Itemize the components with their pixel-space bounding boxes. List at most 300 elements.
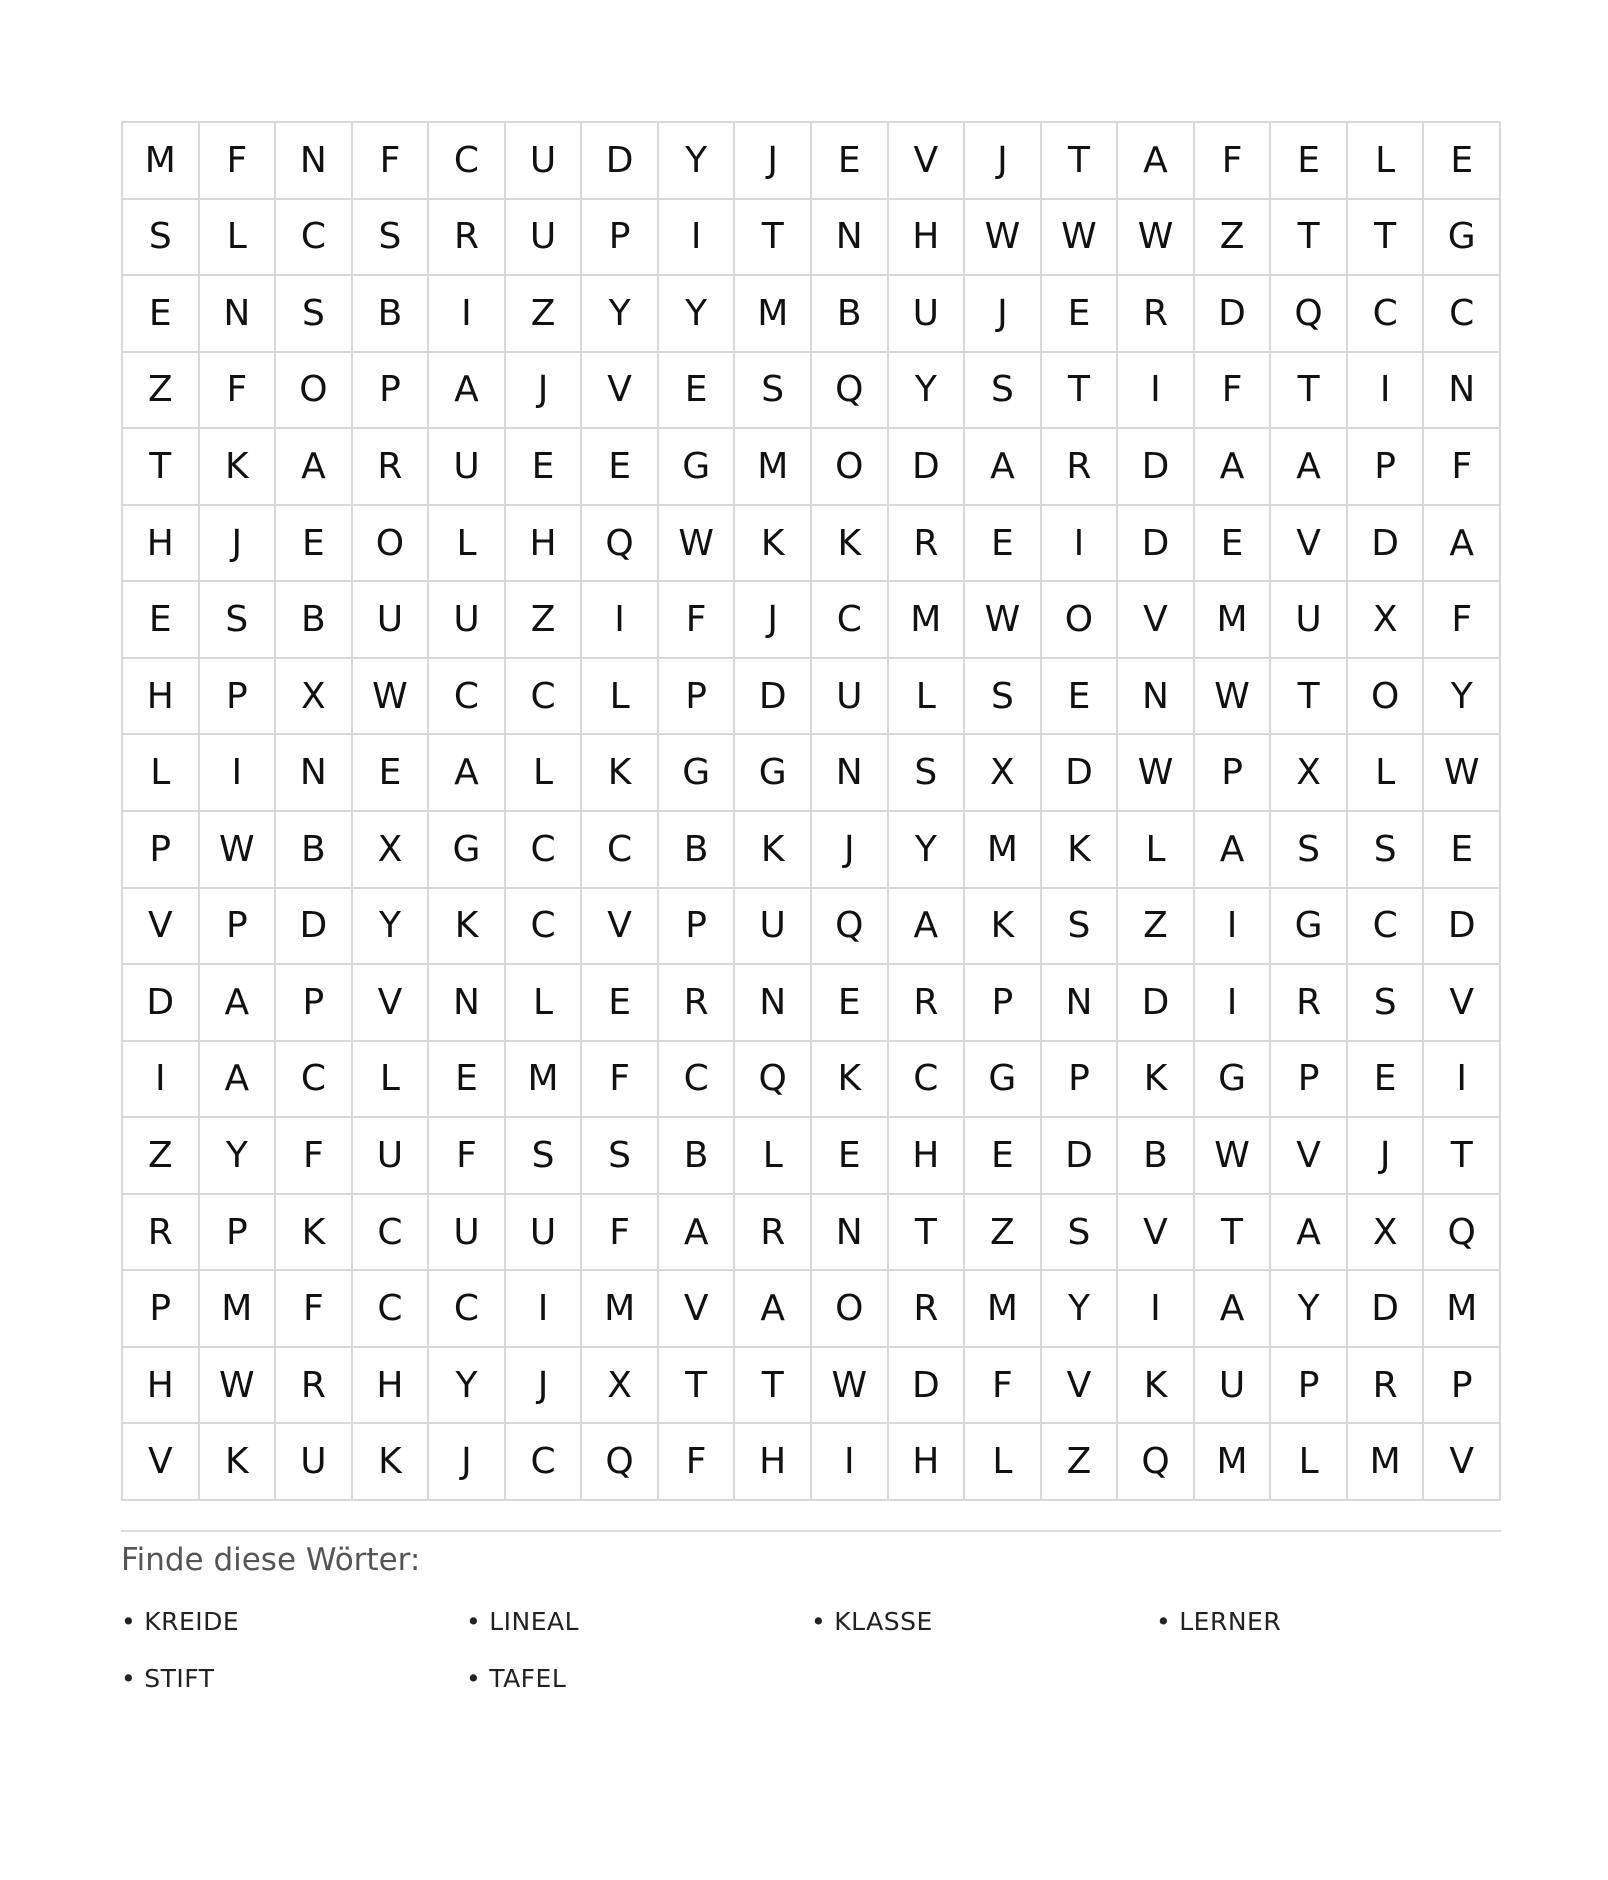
grid-cell[interactable]: Z xyxy=(123,353,200,430)
grid-cell[interactable]: V xyxy=(1424,1424,1501,1501)
grid-cell[interactable]: G xyxy=(735,735,812,812)
grid-cell[interactable]: Z xyxy=(506,582,583,659)
grid-cell[interactable]: F xyxy=(659,582,736,659)
grid-cell[interactable]: I xyxy=(1118,1271,1195,1348)
grid-cell[interactable]: E xyxy=(812,1118,889,1195)
grid-cell[interactable]: K xyxy=(1118,1348,1195,1425)
grid-cell[interactable]: K xyxy=(429,889,506,966)
grid-cell[interactable]: U xyxy=(506,123,583,200)
grid-cell[interactable]: W xyxy=(353,659,430,736)
grid-cell[interactable]: I xyxy=(1118,353,1195,430)
grid-cell[interactable]: B xyxy=(276,812,353,889)
grid-cell[interactable]: Z xyxy=(965,1195,1042,1272)
grid-cell[interactable]: Y xyxy=(659,276,736,353)
grid-cell[interactable]: H xyxy=(506,506,583,583)
grid-cell[interactable]: E xyxy=(123,582,200,659)
grid-cell[interactable]: H xyxy=(889,1424,966,1501)
grid-cell[interactable]: D xyxy=(889,429,966,506)
grid-cell[interactable]: Z xyxy=(1042,1424,1119,1501)
grid-cell[interactable]: D xyxy=(1042,1118,1119,1195)
grid-cell[interactable]: K xyxy=(812,506,889,583)
grid-cell[interactable]: Q xyxy=(812,353,889,430)
grid-cell[interactable]: X xyxy=(276,659,353,736)
grid-cell[interactable]: B xyxy=(353,276,430,353)
grid-cell[interactable]: T xyxy=(1042,123,1119,200)
grid-cell[interactable]: S xyxy=(735,353,812,430)
grid-cell[interactable]: P xyxy=(1271,1042,1348,1119)
grid-cell[interactable]: W xyxy=(200,1348,277,1425)
grid-cell[interactable]: K xyxy=(582,735,659,812)
grid-cell[interactable]: V xyxy=(582,353,659,430)
grid-cell[interactable]: V xyxy=(889,123,966,200)
grid-cell[interactable]: K xyxy=(200,429,277,506)
grid-cell[interactable]: P xyxy=(1042,1042,1119,1119)
grid-cell[interactable]: X xyxy=(1348,582,1425,659)
grid-cell[interactable]: V xyxy=(123,1424,200,1501)
grid-cell[interactable]: R xyxy=(659,965,736,1042)
grid-cell[interactable]: L xyxy=(506,735,583,812)
grid-cell[interactable]: S xyxy=(1271,812,1348,889)
grid-cell[interactable]: V xyxy=(1271,506,1348,583)
grid-cell[interactable]: A xyxy=(276,429,353,506)
grid-cell[interactable]: E xyxy=(812,123,889,200)
grid-cell[interactable]: B xyxy=(1118,1118,1195,1195)
grid-cell[interactable]: A xyxy=(735,1271,812,1348)
grid-cell[interactable]: J xyxy=(429,1424,506,1501)
grid-cell[interactable]: F xyxy=(1195,353,1272,430)
grid-cell[interactable]: H xyxy=(889,1118,966,1195)
grid-cell[interactable]: I xyxy=(200,735,277,812)
grid-cell[interactable]: P xyxy=(200,1195,277,1272)
grid-cell[interactable]: G xyxy=(429,812,506,889)
grid-cell[interactable]: H xyxy=(123,506,200,583)
grid-cell[interactable]: V xyxy=(1271,1118,1348,1195)
grid-cell[interactable]: H xyxy=(123,1348,200,1425)
grid-cell[interactable]: I xyxy=(429,276,506,353)
grid-cell[interactable]: X xyxy=(1271,735,1348,812)
grid-cell[interactable]: N xyxy=(276,735,353,812)
grid-cell[interactable]: K xyxy=(812,1042,889,1119)
grid-cell[interactable]: F xyxy=(965,1348,1042,1425)
grid-cell[interactable]: M xyxy=(1195,1424,1272,1501)
grid-cell[interactable]: W xyxy=(1042,200,1119,277)
grid-cell[interactable]: S xyxy=(200,582,277,659)
grid-cell[interactable]: E xyxy=(1424,812,1501,889)
grid-cell[interactable]: K xyxy=(276,1195,353,1272)
grid-cell[interactable]: W xyxy=(1424,735,1501,812)
grid-cell[interactable]: J xyxy=(506,353,583,430)
grid-cell[interactable]: B xyxy=(276,582,353,659)
grid-cell[interactable]: R xyxy=(1348,1348,1425,1425)
grid-cell[interactable]: C xyxy=(276,200,353,277)
grid-cell[interactable]: J xyxy=(735,582,812,659)
grid-cell[interactable]: B xyxy=(659,1118,736,1195)
grid-cell[interactable]: P xyxy=(353,353,430,430)
grid-cell[interactable]: I xyxy=(1195,889,1272,966)
grid-cell[interactable]: Q xyxy=(582,506,659,583)
grid-cell[interactable]: E xyxy=(1348,1042,1425,1119)
grid-cell[interactable]: C xyxy=(506,889,583,966)
grid-cell[interactable]: D xyxy=(1195,276,1272,353)
grid-cell[interactable]: U xyxy=(1271,582,1348,659)
grid-cell[interactable]: S xyxy=(965,659,1042,736)
grid-cell[interactable]: L xyxy=(200,200,277,277)
grid-cell[interactable]: U xyxy=(353,1118,430,1195)
grid-cell[interactable]: G xyxy=(1271,889,1348,966)
grid-cell[interactable]: K xyxy=(965,889,1042,966)
grid-cell[interactable]: I xyxy=(506,1271,583,1348)
grid-cell[interactable]: C xyxy=(506,812,583,889)
grid-cell[interactable]: Y xyxy=(429,1348,506,1425)
grid-cell[interactable]: N xyxy=(429,965,506,1042)
grid-cell[interactable]: G xyxy=(1424,200,1501,277)
grid-cell[interactable]: Y xyxy=(353,889,430,966)
grid-cell[interactable]: T xyxy=(659,1348,736,1425)
grid-cell[interactable]: R xyxy=(1118,276,1195,353)
grid-cell[interactable]: I xyxy=(123,1042,200,1119)
grid-cell[interactable]: N xyxy=(1042,965,1119,1042)
grid-cell[interactable]: X xyxy=(353,812,430,889)
grid-cell[interactable]: C xyxy=(506,659,583,736)
grid-cell[interactable]: F xyxy=(1424,582,1501,659)
grid-cell[interactable]: A xyxy=(200,965,277,1042)
grid-cell[interactable]: T xyxy=(889,1195,966,1272)
grid-cell[interactable]: D xyxy=(1118,506,1195,583)
grid-cell[interactable]: W xyxy=(965,200,1042,277)
grid-cell[interactable]: U xyxy=(429,429,506,506)
grid-cell[interactable]: P xyxy=(582,200,659,277)
grid-cell[interactable]: D xyxy=(1424,889,1501,966)
grid-cell[interactable]: F xyxy=(353,123,430,200)
grid-cell[interactable]: V xyxy=(1424,965,1501,1042)
grid-cell[interactable]: E xyxy=(582,429,659,506)
grid-cell[interactable]: K xyxy=(735,812,812,889)
grid-cell[interactable]: W xyxy=(1118,200,1195,277)
grid-cell[interactable]: C xyxy=(353,1195,430,1272)
grid-cell[interactable]: Y xyxy=(889,353,966,430)
grid-cell[interactable]: O xyxy=(276,353,353,430)
grid-cell[interactable]: O xyxy=(812,1271,889,1348)
grid-cell[interactable]: C xyxy=(1424,276,1501,353)
grid-cell[interactable]: H xyxy=(889,200,966,277)
grid-cell[interactable]: P xyxy=(1195,735,1272,812)
grid-cell[interactable]: P xyxy=(659,659,736,736)
grid-cell[interactable]: D xyxy=(582,123,659,200)
grid-cell[interactable]: C xyxy=(1348,889,1425,966)
grid-cell[interactable]: A xyxy=(200,1042,277,1119)
grid-cell[interactable]: Z xyxy=(506,276,583,353)
grid-cell[interactable]: R xyxy=(429,200,506,277)
grid-cell[interactable]: M xyxy=(889,582,966,659)
grid-cell[interactable]: U xyxy=(735,889,812,966)
grid-cell[interactable]: E xyxy=(965,506,1042,583)
grid-cell[interactable]: E xyxy=(1042,276,1119,353)
grid-cell[interactable]: J xyxy=(200,506,277,583)
grid-cell[interactable]: L xyxy=(353,1042,430,1119)
grid-cell[interactable]: W xyxy=(659,506,736,583)
grid-cell[interactable]: R xyxy=(1271,965,1348,1042)
grid-cell[interactable]: F xyxy=(276,1271,353,1348)
grid-cell[interactable]: X xyxy=(1348,1195,1425,1272)
grid-cell[interactable]: K xyxy=(1042,812,1119,889)
grid-cell[interactable]: M xyxy=(965,1271,1042,1348)
grid-cell[interactable]: H xyxy=(735,1424,812,1501)
grid-cell[interactable]: V xyxy=(582,889,659,966)
grid-cell[interactable]: Q xyxy=(735,1042,812,1119)
grid-cell[interactable]: X xyxy=(582,1348,659,1425)
grid-cell[interactable]: N xyxy=(276,123,353,200)
grid-cell[interactable]: C xyxy=(276,1042,353,1119)
grid-cell[interactable]: C xyxy=(353,1271,430,1348)
grid-cell[interactable]: A xyxy=(965,429,1042,506)
grid-cell[interactable]: T xyxy=(1271,200,1348,277)
grid-cell[interactable]: T xyxy=(123,429,200,506)
grid-cell[interactable]: M xyxy=(506,1042,583,1119)
grid-cell[interactable]: D xyxy=(1118,965,1195,1042)
grid-cell[interactable]: D xyxy=(889,1348,966,1425)
grid-cell[interactable]: F xyxy=(276,1118,353,1195)
grid-cell[interactable]: R xyxy=(735,1195,812,1272)
grid-cell[interactable]: S xyxy=(1042,1195,1119,1272)
grid-cell[interactable]: R xyxy=(889,965,966,1042)
grid-cell[interactable]: C xyxy=(506,1424,583,1501)
grid-cell[interactable]: J xyxy=(965,276,1042,353)
grid-cell[interactable]: A xyxy=(1195,1271,1272,1348)
grid-cell[interactable]: A xyxy=(1118,123,1195,200)
grid-cell[interactable]: E xyxy=(353,735,430,812)
grid-cell[interactable]: U xyxy=(429,1195,506,1272)
grid-cell[interactable]: H xyxy=(353,1348,430,1425)
grid-cell[interactable]: S xyxy=(1042,889,1119,966)
grid-cell[interactable]: Y xyxy=(1042,1271,1119,1348)
grid-cell[interactable]: C xyxy=(582,812,659,889)
grid-cell[interactable]: U xyxy=(506,200,583,277)
grid-cell[interactable]: N xyxy=(812,735,889,812)
grid-cell[interactable]: A xyxy=(1195,812,1272,889)
grid-cell[interactable]: P xyxy=(200,889,277,966)
grid-cell[interactable]: P xyxy=(1348,429,1425,506)
grid-cell[interactable]: E xyxy=(659,353,736,430)
grid-cell[interactable]: T xyxy=(1424,1118,1501,1195)
grid-cell[interactable]: S xyxy=(582,1118,659,1195)
grid-cell[interactable]: C xyxy=(812,582,889,659)
grid-cell[interactable]: Y xyxy=(200,1118,277,1195)
grid-cell[interactable]: D xyxy=(1118,429,1195,506)
grid-cell[interactable]: Q xyxy=(582,1424,659,1501)
grid-cell[interactable]: E xyxy=(276,506,353,583)
grid-cell[interactable]: A xyxy=(1271,1195,1348,1272)
grid-cell[interactable]: U xyxy=(889,276,966,353)
grid-cell[interactable]: I xyxy=(812,1424,889,1501)
grid-cell[interactable]: P xyxy=(965,965,1042,1042)
grid-cell[interactable]: U xyxy=(1195,1348,1272,1425)
grid-cell[interactable]: S xyxy=(353,200,430,277)
grid-cell[interactable]: P xyxy=(1424,1348,1501,1425)
grid-cell[interactable]: V xyxy=(353,965,430,1042)
grid-cell[interactable]: L xyxy=(1271,1424,1348,1501)
grid-cell[interactable]: A xyxy=(659,1195,736,1272)
grid-cell[interactable]: L xyxy=(582,659,659,736)
grid-cell[interactable]: A xyxy=(429,353,506,430)
grid-cell[interactable]: T xyxy=(1271,353,1348,430)
grid-cell[interactable]: Z xyxy=(1118,889,1195,966)
grid-cell[interactable]: I xyxy=(1348,353,1425,430)
grid-cell[interactable]: D xyxy=(1042,735,1119,812)
grid-cell[interactable]: N xyxy=(200,276,277,353)
grid-cell[interactable]: R xyxy=(889,1271,966,1348)
grid-cell[interactable]: F xyxy=(582,1042,659,1119)
grid-cell[interactable]: Y xyxy=(1424,659,1501,736)
grid-cell[interactable]: L xyxy=(889,659,966,736)
grid-cell[interactable]: D xyxy=(123,965,200,1042)
grid-cell[interactable]: A xyxy=(889,889,966,966)
grid-cell[interactable]: F xyxy=(1195,123,1272,200)
grid-cell[interactable]: F xyxy=(582,1195,659,1272)
grid-cell[interactable]: V xyxy=(1118,582,1195,659)
grid-cell[interactable]: S xyxy=(123,200,200,277)
grid-cell[interactable]: R xyxy=(276,1348,353,1425)
grid-cell[interactable]: F xyxy=(200,123,277,200)
grid-cell[interactable]: A xyxy=(429,735,506,812)
grid-cell[interactable]: L xyxy=(965,1424,1042,1501)
grid-cell[interactable]: I xyxy=(1042,506,1119,583)
grid-cell[interactable]: Q xyxy=(812,889,889,966)
grid-cell[interactable]: C xyxy=(429,659,506,736)
grid-cell[interactable]: S xyxy=(889,735,966,812)
grid-cell[interactable]: K xyxy=(200,1424,277,1501)
grid-cell[interactable]: N xyxy=(812,1195,889,1272)
grid-cell[interactable]: Y xyxy=(659,123,736,200)
grid-cell[interactable]: E xyxy=(1424,123,1501,200)
grid-cell[interactable]: Q xyxy=(1271,276,1348,353)
grid-cell[interactable]: U xyxy=(506,1195,583,1272)
grid-cell[interactable]: E xyxy=(812,965,889,1042)
grid-cell[interactable]: W xyxy=(1195,659,1272,736)
grid-cell[interactable]: T xyxy=(1271,659,1348,736)
grid-cell[interactable]: V xyxy=(1042,1348,1119,1425)
grid-cell[interactable]: M xyxy=(200,1271,277,1348)
grid-cell[interactable]: O xyxy=(1348,659,1425,736)
grid-cell[interactable]: A xyxy=(1271,429,1348,506)
grid-cell[interactable]: M xyxy=(582,1271,659,1348)
grid-cell[interactable]: R xyxy=(123,1195,200,1272)
grid-cell[interactable]: P xyxy=(200,659,277,736)
grid-cell[interactable]: Z xyxy=(1195,200,1272,277)
grid-cell[interactable]: A xyxy=(1424,506,1501,583)
grid-cell[interactable]: I xyxy=(659,200,736,277)
grid-cell[interactable]: M xyxy=(735,429,812,506)
grid-cell[interactable]: E xyxy=(123,276,200,353)
grid-cell[interactable]: T xyxy=(1042,353,1119,430)
grid-cell[interactable]: V xyxy=(1118,1195,1195,1272)
grid-cell[interactable]: G xyxy=(659,429,736,506)
grid-cell[interactable]: W xyxy=(200,812,277,889)
grid-cell[interactable]: M xyxy=(1424,1271,1501,1348)
grid-cell[interactable]: P xyxy=(123,1271,200,1348)
grid-cell[interactable]: S xyxy=(276,276,353,353)
grid-cell[interactable]: U xyxy=(812,659,889,736)
grid-cell[interactable]: F xyxy=(429,1118,506,1195)
grid-cell[interactable]: L xyxy=(1348,123,1425,200)
grid-cell[interactable]: N xyxy=(735,965,812,1042)
grid-cell[interactable]: D xyxy=(276,889,353,966)
grid-cell[interactable]: L xyxy=(123,735,200,812)
grid-cell[interactable]: P xyxy=(659,889,736,966)
grid-cell[interactable]: L xyxy=(1118,812,1195,889)
grid-cell[interactable]: Q xyxy=(1118,1424,1195,1501)
grid-cell[interactable]: Y xyxy=(889,812,966,889)
grid-cell[interactable]: B xyxy=(812,276,889,353)
grid-cell[interactable]: E xyxy=(1271,123,1348,200)
grid-cell[interactable]: N xyxy=(812,200,889,277)
grid-cell[interactable]: E xyxy=(582,965,659,1042)
grid-cell[interactable]: M xyxy=(1348,1424,1425,1501)
grid-cell[interactable]: R xyxy=(889,506,966,583)
grid-cell[interactable]: C xyxy=(659,1042,736,1119)
grid-cell[interactable]: M xyxy=(1195,582,1272,659)
grid-cell[interactable]: J xyxy=(965,123,1042,200)
grid-cell[interactable]: N xyxy=(1424,353,1501,430)
grid-cell[interactable]: T xyxy=(1348,200,1425,277)
grid-cell[interactable]: G xyxy=(659,735,736,812)
grid-cell[interactable]: K xyxy=(1118,1042,1195,1119)
grid-cell[interactable]: E xyxy=(429,1042,506,1119)
grid-cell[interactable]: I xyxy=(582,582,659,659)
grid-cell[interactable]: R xyxy=(1042,429,1119,506)
grid-cell[interactable]: Q xyxy=(1424,1195,1501,1272)
grid-cell[interactable]: T xyxy=(1195,1195,1272,1272)
grid-cell[interactable]: I xyxy=(1424,1042,1501,1119)
grid-cell[interactable]: E xyxy=(506,429,583,506)
grid-cell[interactable]: C xyxy=(429,1271,506,1348)
grid-cell[interactable]: X xyxy=(965,735,1042,812)
grid-cell[interactable]: J xyxy=(735,123,812,200)
grid-cell[interactable]: I xyxy=(1195,965,1272,1042)
grid-cell[interactable]: S xyxy=(965,353,1042,430)
grid-cell[interactable]: O xyxy=(1042,582,1119,659)
grid-cell[interactable]: P xyxy=(1271,1348,1348,1425)
grid-cell[interactable]: E xyxy=(1195,506,1272,583)
grid-cell[interactable]: Y xyxy=(582,276,659,353)
grid-cell[interactable]: M xyxy=(965,812,1042,889)
grid-cell[interactable]: S xyxy=(506,1118,583,1195)
grid-cell[interactable]: C xyxy=(889,1042,966,1119)
grid-cell[interactable]: O xyxy=(812,429,889,506)
grid-cell[interactable]: D xyxy=(1348,506,1425,583)
grid-cell[interactable]: H xyxy=(123,659,200,736)
grid-cell[interactable]: D xyxy=(1348,1271,1425,1348)
grid-cell[interactable]: W xyxy=(812,1348,889,1425)
grid-cell[interactable]: C xyxy=(1348,276,1425,353)
grid-cell[interactable]: J xyxy=(506,1348,583,1425)
grid-cell[interactable]: B xyxy=(659,812,736,889)
grid-cell[interactable]: T xyxy=(735,1348,812,1425)
grid-cell[interactable]: W xyxy=(965,582,1042,659)
grid-cell[interactable]: M xyxy=(735,276,812,353)
grid-cell[interactable]: G xyxy=(965,1042,1042,1119)
grid-cell[interactable]: K xyxy=(353,1424,430,1501)
grid-cell[interactable]: U xyxy=(429,582,506,659)
grid-cell[interactable]: W xyxy=(1118,735,1195,812)
grid-cell[interactable]: Z xyxy=(123,1118,200,1195)
grid-cell[interactable]: T xyxy=(735,200,812,277)
grid-cell[interactable]: V xyxy=(659,1271,736,1348)
grid-cell[interactable]: L xyxy=(506,965,583,1042)
grid-cell[interactable]: A xyxy=(1195,429,1272,506)
grid-cell[interactable]: U xyxy=(276,1424,353,1501)
grid-cell[interactable]: P xyxy=(123,812,200,889)
grid-cell[interactable]: G xyxy=(1195,1042,1272,1119)
